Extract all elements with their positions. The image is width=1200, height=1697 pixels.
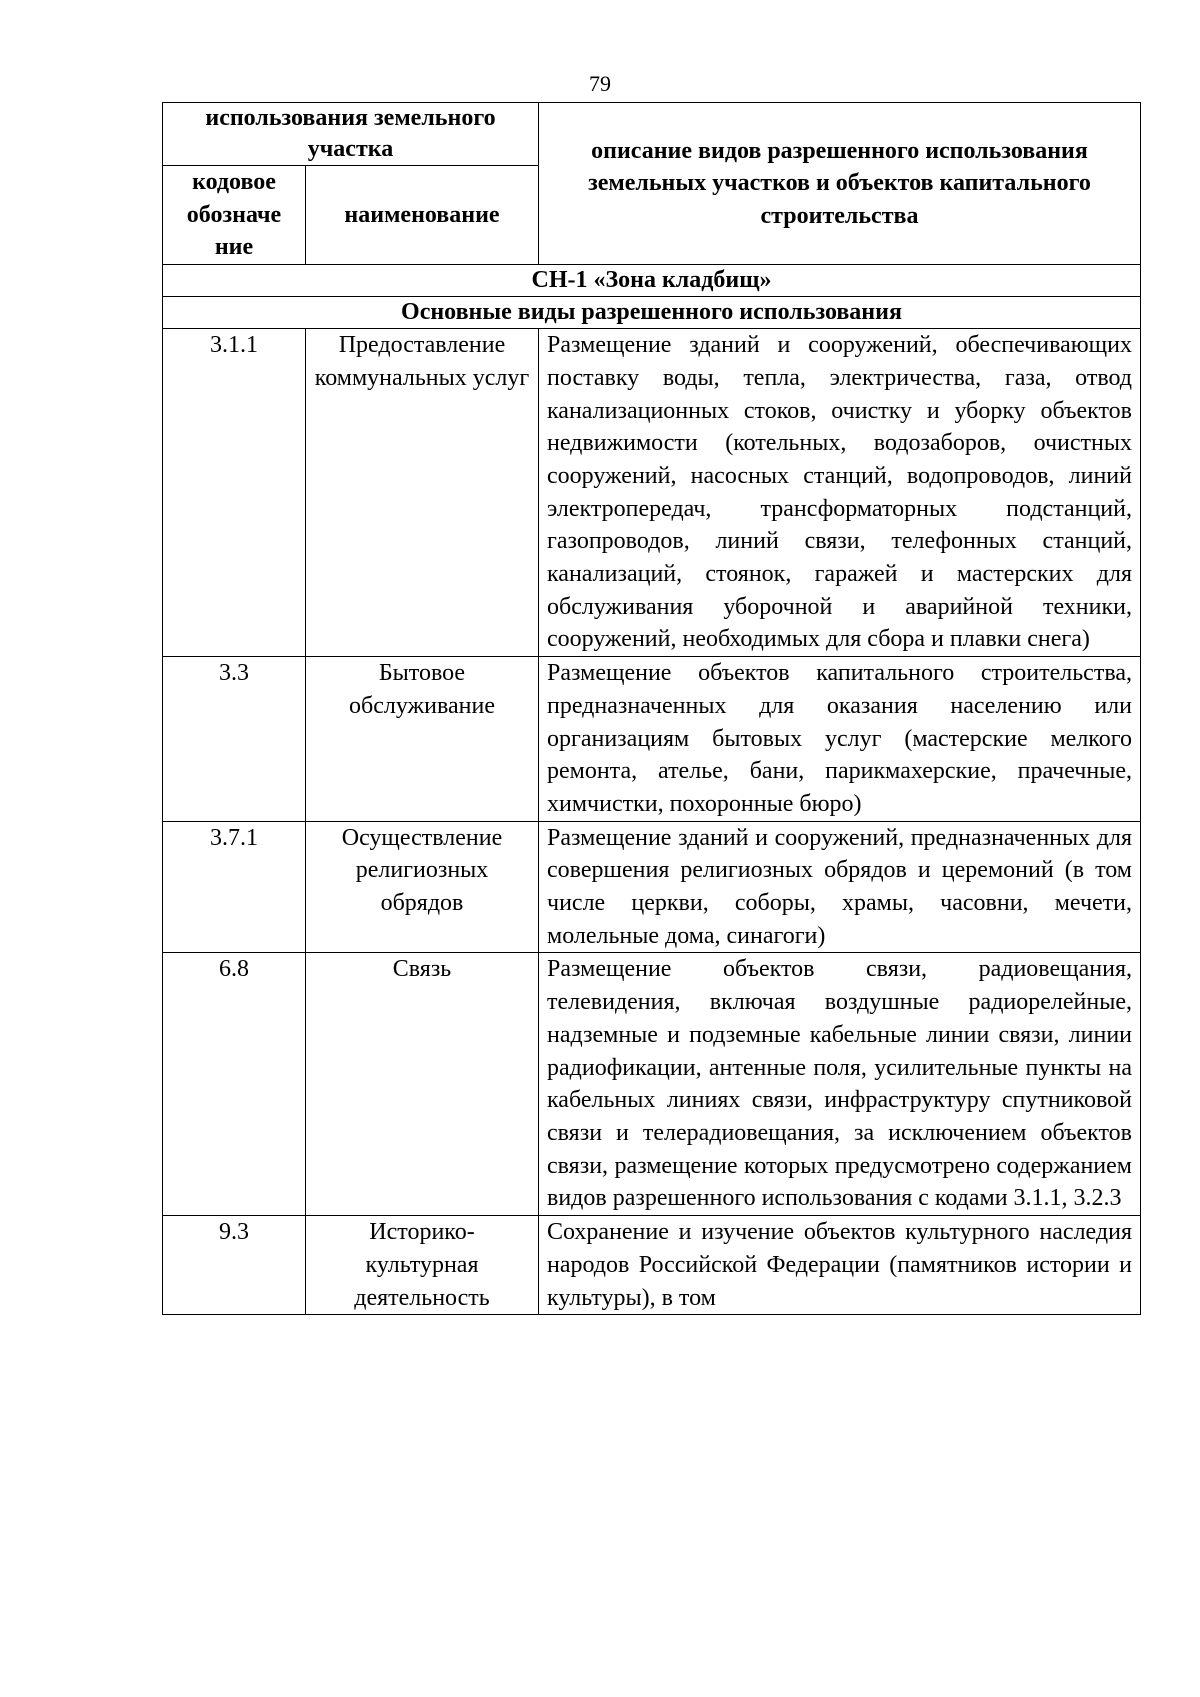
table-row bbox=[163, 657, 1141, 822]
header-group-title: использования земельного участка bbox=[163, 103, 539, 166]
table-row bbox=[163, 329, 1141, 657]
row-description: Размещение зданий и сооружений, предназначенных для совершения религиозных обрядов и церемоний (в том числе церкви, соборы, храмы, часовни, мечети, молельные дома, синагоги) bbox=[539, 821, 1141, 953]
row-description: Размещение зданий и сооружений, обеспечивающих поставку воды, тепла, электричества, газа, отвод канализационных стоков, очистку и уборку объектов недвижимости (котельных, водозаборов, очистных сооружений, насосных станций, водопроводов, линий электропередач, трансформаторных подстанций, газопроводов, линий связи, телефонных станций, канализаций, стоянок, гаражей и мастерских для обслуживания уборочной и аварийной техники, сооружений, необходимых для сбора и плавки снега) bbox=[539, 329, 1141, 657]
row-name: Связь bbox=[306, 953, 539, 1216]
zone-title: СН-1 «Зона кладбищ» bbox=[163, 265, 1141, 297]
row-code: 6.8 bbox=[163, 953, 306, 1216]
row-name: Историко-культурная деятельность bbox=[306, 1216, 539, 1315]
section-title: Основные виды разрешенного использования bbox=[163, 297, 1141, 329]
table-row bbox=[163, 953, 1141, 1216]
header-description-label: описание видов разрешенного использования земельных участков и объектов капитального строительства bbox=[539, 103, 1141, 265]
table-row bbox=[163, 821, 1141, 953]
header-code-label: кодовое обозначе ние bbox=[163, 166, 306, 265]
row-name: Предоставление коммунальных услуг bbox=[306, 329, 539, 657]
row-code: 3.3 bbox=[163, 657, 306, 822]
table-row bbox=[163, 1216, 1141, 1315]
row-description: Сохранение и изучение объектов культурного наследия народов Российской Федерации (памятников истории и культуры), в том bbox=[539, 1216, 1141, 1315]
row-description: Размещение объектов капитального строительства, предназначенных для оказания населению или организациям бытовых услуг (мастерские мелкого ремонта, ателье, бани, парикмахерские, прачечные, химчистки, похоронные бюро) bbox=[539, 657, 1141, 822]
row-code: 3.1.1 bbox=[163, 329, 306, 657]
row-code: 3.7.1 bbox=[163, 821, 306, 953]
land-use-table bbox=[162, 102, 1141, 1315]
row-description: Размещение объектов связи, радиовещания, телевидения, включая воздушные радиорелейные, надземные и подземные кабельные линии связи, линии радиофикации, антенные поля, усилительные пункты на кабельных линиях связи, инфраструктуру спутниковой связи и телерадиовещания, за исключением объектов связи, размещение которых предусмотрено содержанием видов разрешенного использования с кодами 3.1.1, 3.2.3 bbox=[539, 953, 1141, 1216]
row-name: Бытовое обслуживание bbox=[306, 657, 539, 822]
row-name: Осуществление религиозных обрядов bbox=[306, 821, 539, 953]
row-code: 9.3 bbox=[163, 1216, 306, 1315]
table-header-row-1 bbox=[163, 103, 1141, 166]
page-number: 79 bbox=[589, 71, 611, 96]
header-name-label: наименование bbox=[306, 166, 539, 265]
section-row bbox=[163, 297, 1141, 329]
zone-row bbox=[163, 265, 1141, 297]
